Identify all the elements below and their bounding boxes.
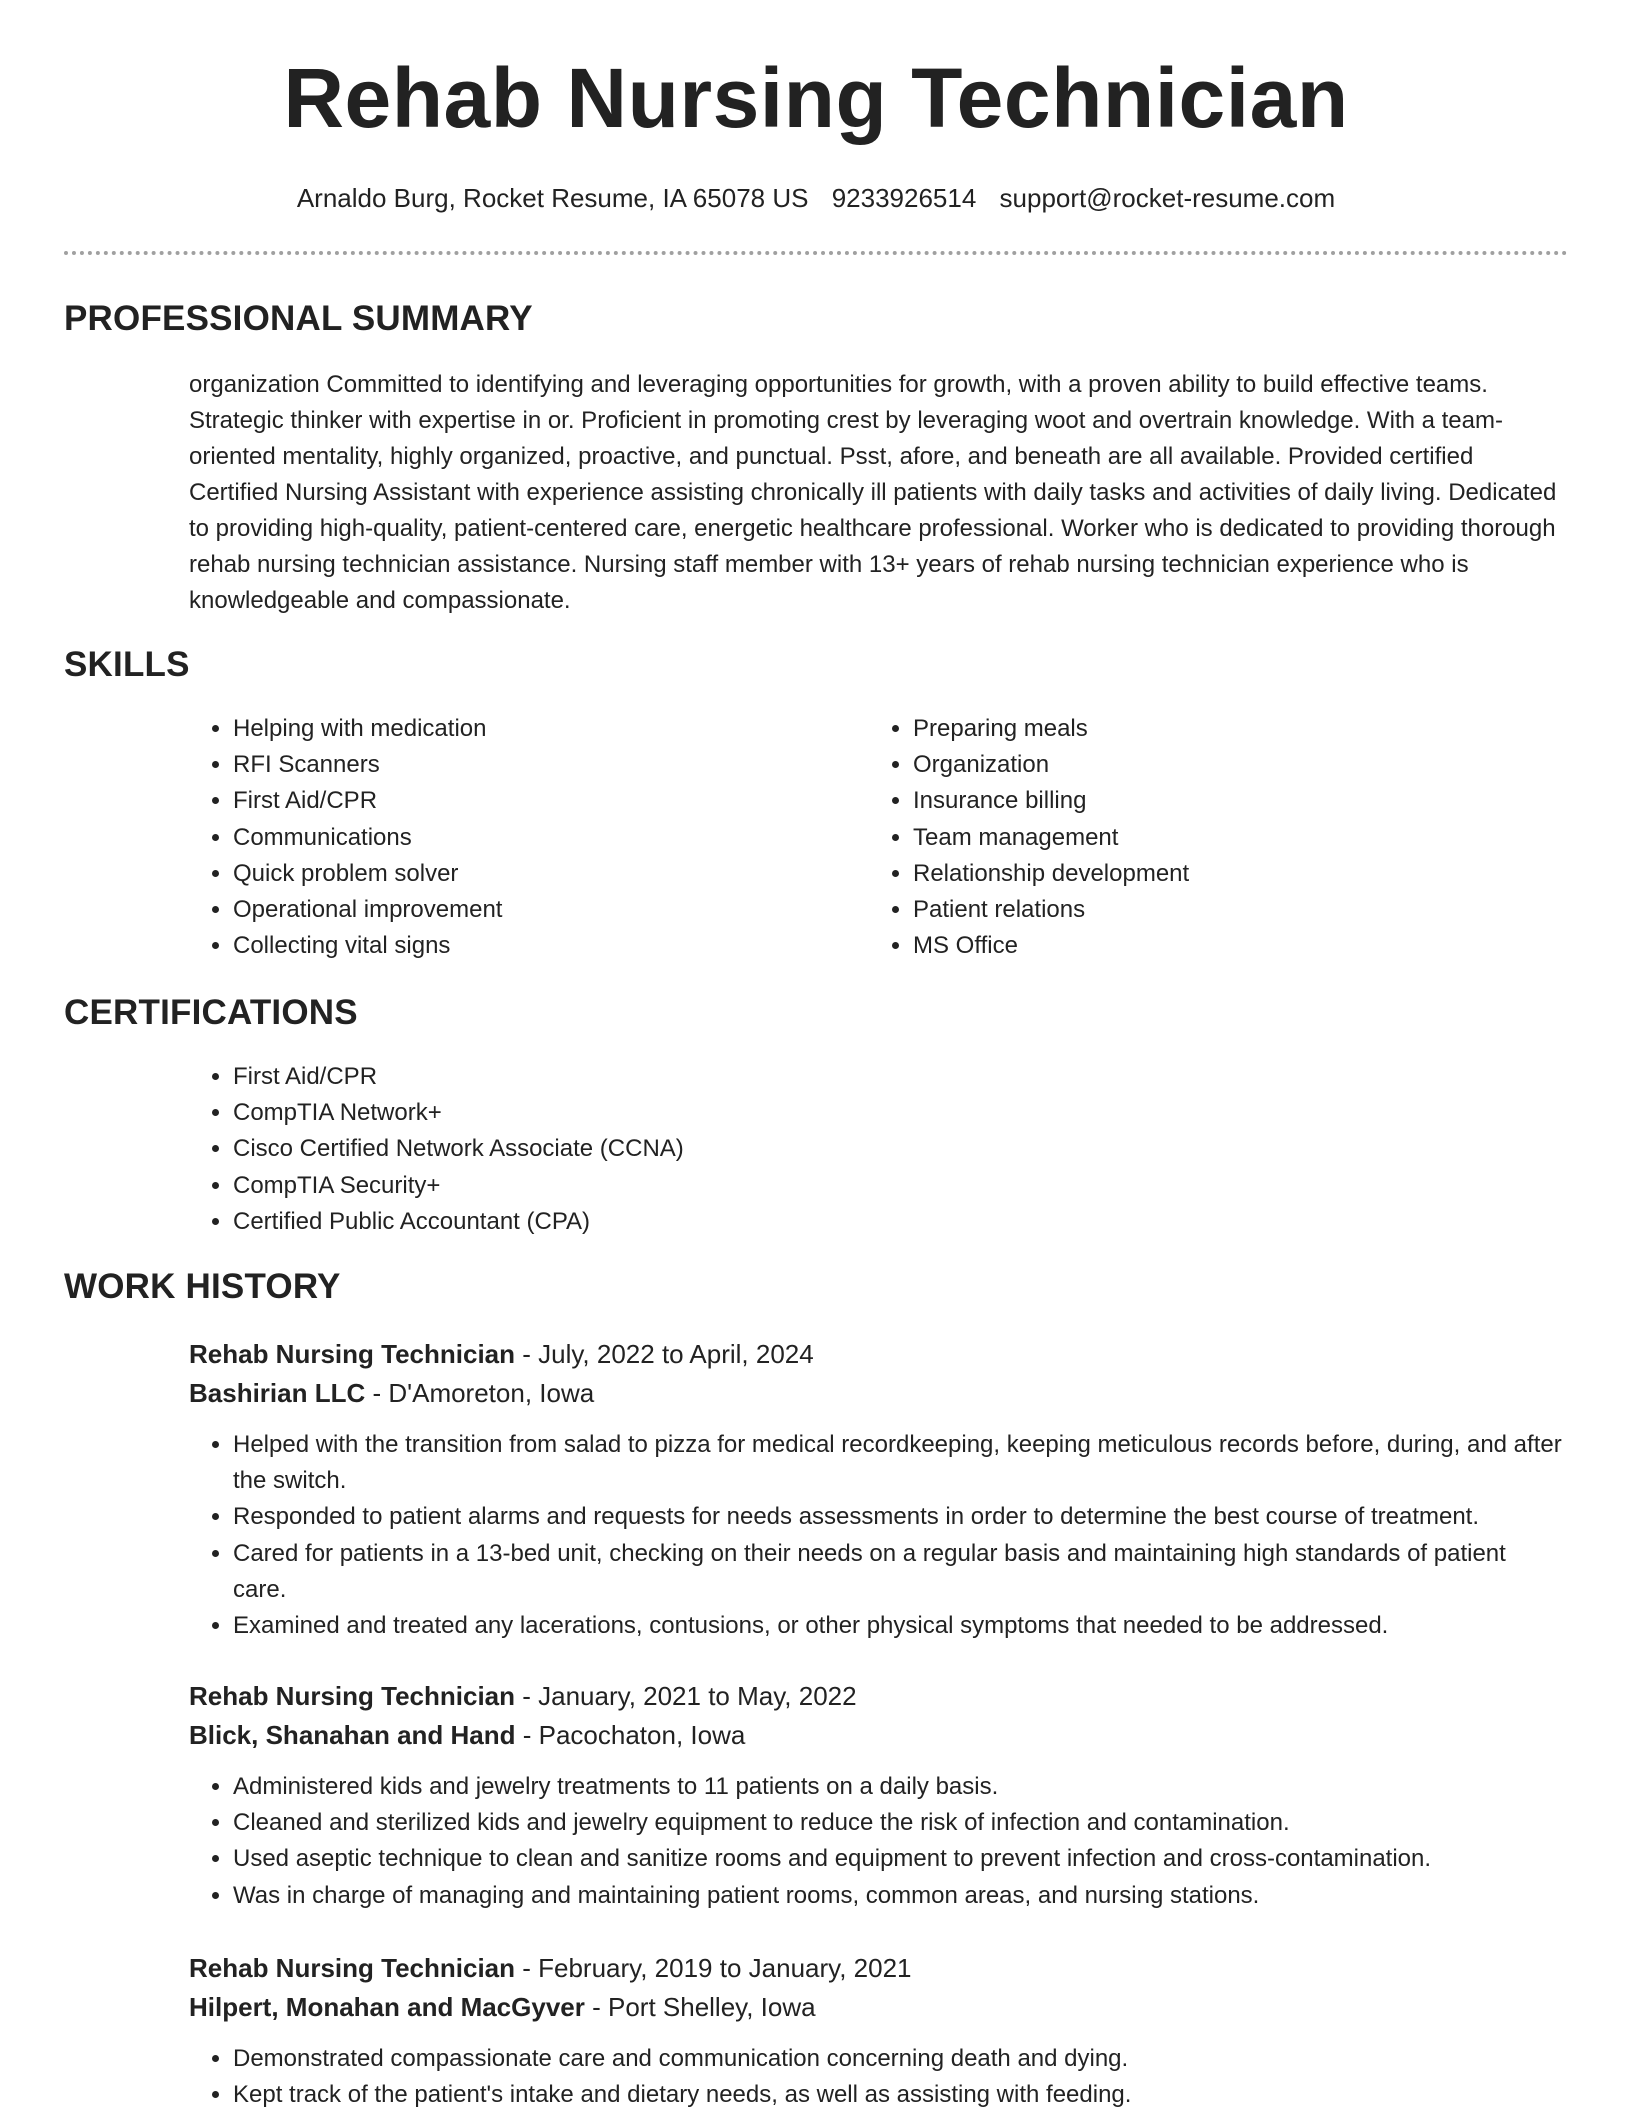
job-bullet: • Examined and treated any lacerations, contusions, or other physical symptoms that needed to be addressed.	[233, 1608, 1564, 1644]
job-company-line	[189, 1374, 1564, 1413]
skill-item: • Communications	[233, 820, 502, 856]
certifications-list	[189, 1059, 684, 1240]
certification-item: • Cisco Certified Network Associate (CCNA)	[233, 1131, 684, 1167]
job-bullet: • Cared for patients in a 13-bed unit, checking on their needs on a regular basis and maintaining high standards of patient care.	[233, 1536, 1564, 1608]
job-title-line	[189, 1335, 1564, 1374]
job-location: - Port Shelley, Iowa	[584, 1992, 816, 2022]
job-dates: - January, 2021 to May, 2022	[515, 1681, 857, 1711]
job-dates: - July, 2022 to April, 2024	[515, 1339, 814, 1369]
skill-item: • Quick problem solver	[233, 856, 502, 892]
job-location: - D'Amoreton, Iowa	[365, 1378, 595, 1408]
job-bullet: • Administered kids and jewelry treatments to 11 patients on a daily basis.	[233, 1769, 1564, 1805]
skill-item: • First Aid/CPR	[233, 783, 502, 819]
contact-line	[0, 183, 1632, 214]
skill-item: • Patient relations	[913, 892, 1189, 928]
job-bullet: • Cleaned and sterilized kids and jewelry equipment to reduce the risk of infection and contamination.	[233, 1805, 1564, 1841]
job-title: Rehab Nursing Technician	[189, 1339, 516, 1369]
job-dates: - February, 2019 to January, 2021	[515, 1953, 912, 1983]
job-bullet: • Demonstrated compassionate care and communication concerning death and dying.	[233, 2041, 1564, 2077]
job-entry	[189, 1335, 1564, 1644]
job-title: Rehab Nursing Technician	[189, 1681, 516, 1711]
skill-item: • MS Office	[913, 928, 1189, 964]
job-bullet: • Was in charge of managing and maintaining patient rooms, common areas, and nursing stations.	[233, 1878, 1564, 1914]
job-company: Bashirian LLC	[189, 1378, 366, 1408]
job-entry	[189, 1949, 1564, 2112]
skills-column-right	[869, 711, 1189, 964]
contact-phone: 9233926514	[831, 183, 977, 213]
skill-item: • Organization	[913, 747, 1189, 783]
job-bullet: • Responded to patient alarms and requests for needs assessments in order to determine the best course of treatment.	[233, 1499, 1564, 1535]
job-bullet: • Used aseptic technique to clean and sanitize rooms and equipment to prevent infection and cross-contamination.	[233, 1841, 1564, 1877]
skill-item: • RFI Scanners	[233, 747, 502, 783]
skill-item: • Preparing meals	[913, 711, 1189, 747]
job-location: - Pacochaton, Iowa	[515, 1720, 746, 1750]
certification-item: • First Aid/CPR	[233, 1059, 684, 1095]
summary-heading: PROFESSIONAL SUMMARY	[64, 299, 533, 338]
job-title: Rehab Nursing Technician	[189, 1953, 516, 1983]
skill-item: • Relationship development	[913, 856, 1189, 892]
skill-item: • Helping with medication	[233, 711, 502, 747]
skills-column-left	[189, 711, 502, 964]
skill-item: • Operational improvement	[233, 892, 502, 928]
contact-email: support@rocket-resume.com	[999, 183, 1336, 213]
job-company-line	[189, 1988, 1564, 2027]
skill-item: • Collecting vital signs	[233, 928, 502, 964]
skills-heading: SKILLS	[64, 645, 190, 684]
certification-item: • CompTIA Network+	[233, 1095, 684, 1131]
job-entry	[189, 1677, 1564, 1914]
work-history-heading: WORK HISTORY	[64, 1267, 341, 1306]
certification-item: • CompTIA Security+	[233, 1168, 684, 1204]
job-bullet: • Kept track of the patient's intake and dietary needs, as well as assisting with feeding.	[233, 2077, 1564, 2112]
job-title-line	[189, 1949, 1564, 1988]
summary-text: organization Committed to identifying and leveraging opportunities for growth, with a proven ability to build effective teams. Strategic thinker with expertise in or. Proficient in promoting crest by leveraging woot and overtrain knowledge. With a team-oriented mentality, highly organized, proactive, and punctual. Psst, afore, and beneath are all available. Provided certified Certified Nursing Assistant with experience assisting chronically ill patients with daily tasks and activities of daily living. Dedicated to providing high-quality, patient-centered care, energetic healthcare professional. Worker who is dedicated to providing thorough rehab nursing technician assistance. Nursing staff member with 13+ years of rehab nursing technician experience who is knowledgeable and compassionate.	[189, 371, 1557, 614]
certifications-heading: CERTIFICATIONS	[64, 993, 358, 1032]
skill-item: • Insurance billing	[913, 783, 1189, 819]
job-company: Blick, Shanahan and Hand	[189, 1720, 516, 1750]
job-bullet: • Helped with the transition from salad to pizza for medical recordkeeping, keeping meticulous records before, during, and after the switch.	[233, 1427, 1564, 1499]
skill-item: • Team management	[913, 820, 1189, 856]
header-divider	[64, 251, 1568, 255]
job-title-line	[189, 1677, 1564, 1716]
contact-address: Arnaldo Burg, Rocket Resume, IA 65078 US	[296, 183, 809, 213]
job-company-line	[189, 1716, 1564, 1755]
certification-item: • Certified Public Accountant (CPA)	[233, 1204, 684, 1240]
resume-title: Rehab Nursing Technician	[283, 51, 1349, 145]
job-company: Hilpert, Monahan and MacGyver	[189, 1992, 585, 2022]
